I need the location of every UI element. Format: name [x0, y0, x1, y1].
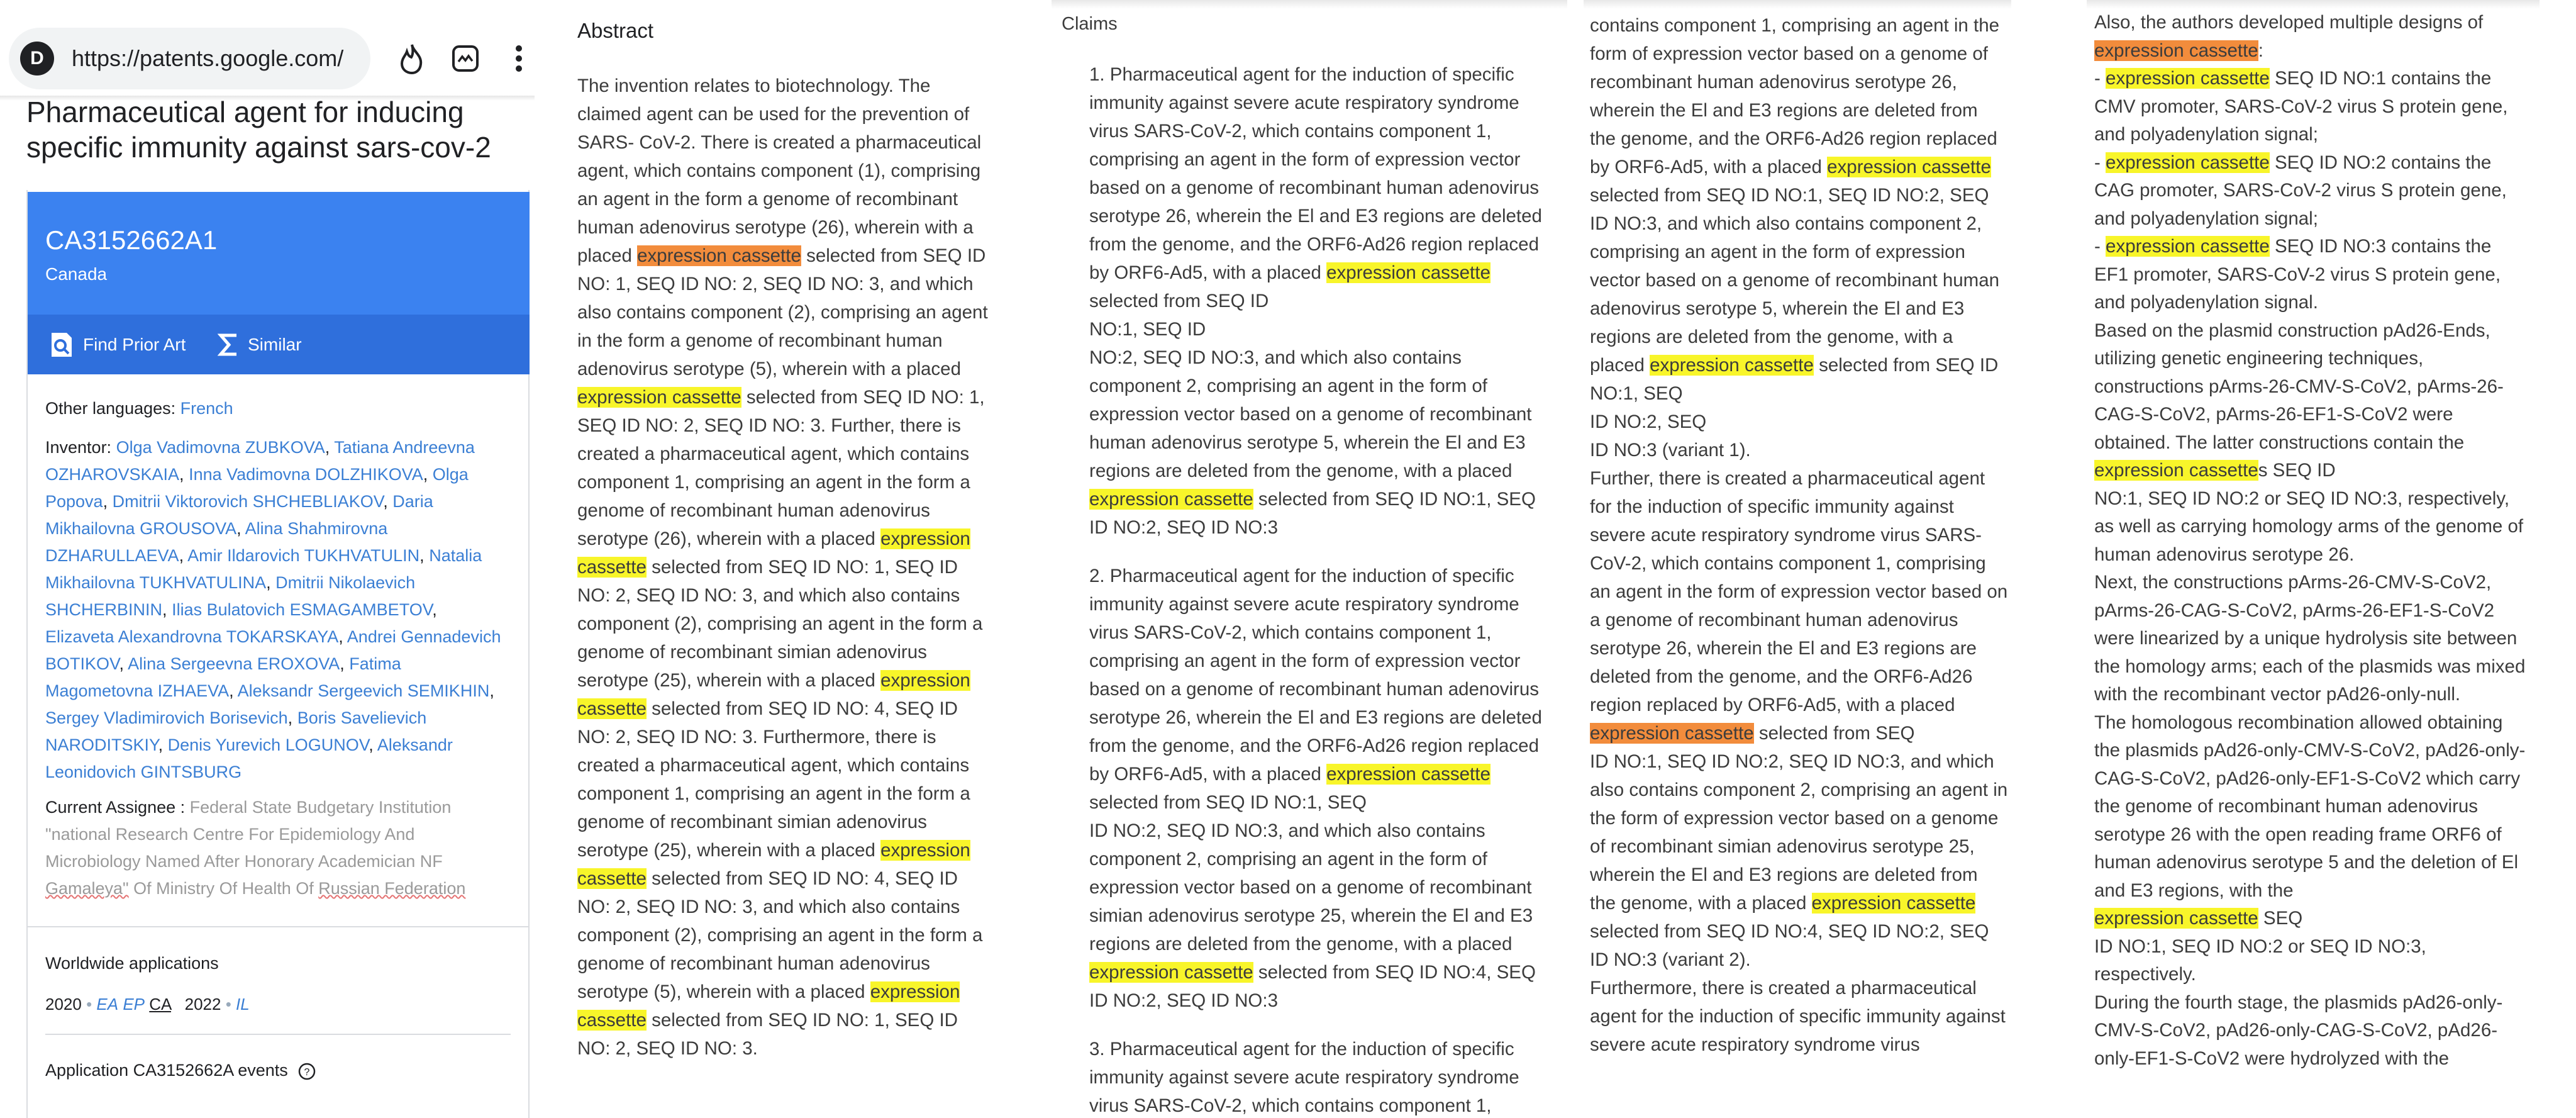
assignee-country: Russian Federation [318, 879, 465, 898]
abstract-heading: Abstract [577, 19, 653, 43]
highlight-match: expression cassette [1089, 489, 1253, 510]
claims-heading: Claims [1062, 14, 1118, 35]
inventor-link[interactable]: Olga Vadimovna ZUBKOVA [116, 438, 325, 457]
french-link[interactable]: French [180, 399, 233, 418]
url-bar[interactable] [9, 28, 370, 89]
app-ea-link[interactable]: EA [96, 995, 118, 1014]
worldwide-label: Worldwide applications [45, 950, 504, 977]
help-icon [297, 1062, 316, 1081]
inventor-link[interactable]: Dmitrii Nikolaevich SHCHERBININ [45, 573, 415, 619]
other-languages-label: Other languages: [45, 399, 175, 418]
app-ca-link[interactable]: CA [149, 995, 171, 1014]
similar-button[interactable] [218, 327, 302, 362]
highlight-match: expression cassette [2106, 68, 2270, 89]
claim-2: 2. Pharmaceutical agent for the induction of specific immunity against severe acute respiratory syndrome virus SARS-CoV-2, which contains component 1, comprising an agent in the form of expression vector based on a genome of recombinant human adenovirus serotype 26, wherein the El and E3 regions are deleted from the genome, and the ORF6-Ad26 region replaced by ORF6-Ad5, with a placed expression cassette selected from SEQ ID NO:1, SEQ ID NO:2, SEQ ID NO:3, and which also contains component 2, comprising an agent in the form of expression vector based on a genome of recombinant simian adenovirus serotype 25, wherein the El and E3 regions are deleted from the genome, with a placed expression cassette selected from SEQ ID NO:4, SEQ ID NO:2, SEQ ID NO:3 [1089, 562, 1555, 1015]
highlight-match: expression cassette [577, 840, 970, 889]
description-column-1 [1584, 0, 2011, 1118]
assignee-section [45, 794, 504, 902]
abstract-segment: selected from SEQ ID NO: 1, SEQ ID NO: 2, SEQ ID NO: 3. Further, there is created a pharmaceutical agent, which contains component 1, comprising an agent in the form a genome of recombinant human adenovirus serotype (26), wherein with a placed [577, 387, 985, 549]
app-il-link[interactable]: IL [236, 995, 250, 1014]
inventor-link[interactable]: Aleksandr Sergeevich SEMIKHIN [238, 681, 490, 700]
year-2022: 2022 [185, 995, 221, 1014]
more-options-icon[interactable] [497, 36, 535, 81]
claim-3: 3. Pharmaceutical agent for the induction of specific immunity against severe acute respiratory syndrome virus SARS-CoV-2, which contains component 1, [1089, 1035, 1555, 1118]
inventor-link[interactable]: Natalia Mikhailovna TUKHVATULINA [45, 546, 482, 592]
inventor-link[interactable]: Tatiana Andreevna OZHAROVSKAIA [45, 438, 475, 484]
claims-text [1089, 60, 1555, 1118]
country-label: Canada [45, 264, 107, 284]
inventor-link[interactable]: Boris Savelievich NARODITSKIY [45, 708, 426, 754]
highlight-match: expression cassette [577, 670, 970, 719]
abstract-text [577, 72, 992, 1063]
inventor-link[interactable]: Alina Shahmirovna DZHARULLAEVA [45, 519, 387, 565]
inventor-link[interactable]: Ilias Bulatovich ESMAGAMBETOV [172, 600, 432, 619]
highlight-match: expression cassette [2106, 152, 2270, 173]
column-top-shadow [2087, 0, 2540, 9]
other-languages [45, 395, 504, 422]
highlight-match: expression cassette [2094, 460, 2258, 481]
inventor-link[interactable]: Fatima Magometovna IZHAEVA [45, 654, 401, 700]
site-favicon: D [20, 42, 54, 75]
page-title: Pharmaceutical agent for inducing specific immunity against sars-cov-2 [26, 94, 517, 165]
inventor-link[interactable]: Inna Vadimovna DOLZHIKOVA [189, 465, 423, 484]
flame-icon[interactable] [390, 36, 434, 81]
inventor-link[interactable]: Amir Ildarovich TUKHVATULIN [187, 546, 419, 565]
claims-column [1052, 0, 1567, 1118]
inventor-link[interactable]: Olga Popova [45, 465, 469, 511]
highlight-match: expression cassette [577, 528, 970, 578]
highlight-match: expression cassette [1812, 893, 1976, 914]
assignee-name: Federal State Budgetary Institution "national Research Centre For Epidemiology And Microbiology Named After Honorary Academician NF [45, 798, 451, 871]
inventor-link[interactable]: Aleksandr Leonidovich GINTSBURG [45, 735, 453, 781]
events-label: Application CA3152662A events [45, 1061, 288, 1080]
inventors-section: Inventor: Olga Vadimovna ZUBKOVA, Tatiana Andreevna OZHAROVSKAIA, Inna Vadimovna DOLZHIKOVA, Olga Popova, Dmitrii Viktorovich SHCHEBLIAKOV, Daria Mikhailovna GROUSOVA, Alina Shahmirovna DZHARULLAEVA, Amir Ildarovich TUKHVATULIN, Natalia Mikhailovna TUKHVATULINA, Dmitrii Nikolaevich SHCHERBININ, Ilias Bulatovich ESMAGAMBETOV, Elizaveta Alexandrovna TOKARSKAYA, Andrei Gennadevich BOTIKOV, Alina Sergeevna EROXOVA, Fatima Magometovna IZHAEVA, Aleksandr Sergeevich SEMIKHIN, Sergey Vladimirovich Borisevich, Boris Savelievich NARODITSKIY, Denis Yurevich LOGUNOV, Aleksandr Leonidovich GINTSBURG [45, 434, 504, 786]
abstract-segment: selected from SEQ ID NO: 4, SEQ ID NO: 2, SEQ ID NO: 3, and which also contains component (2), comprising an agent in the form a genome of recombinant human adenovirus serotype (5), wherein with a placed [577, 868, 982, 1002]
highlight-match: expression cassette [577, 981, 960, 1031]
inventor-link[interactable]: Sergey Vladimirovich Borisevich [45, 708, 288, 727]
highlight-match-active: expression cassette [2094, 40, 2258, 61]
claim-1: 1. Pharmaceutical agent for the induction of specific immunity against severe acute respiratory syndrome virus SARS-CoV-2, which contains component 1, comprising an agent in the form of expression vector based on a genome of recombinant human adenovirus serotype 26, wherein the El and E3 regions are deleted from the genome, and the ORF6-Ad26 region replaced by ORF6-Ad5, with a placed expression cassette selected from SEQ ID NO:1, SEQ ID NO:2, SEQ ID NO:3, and which also contains component 2, comprising an agent in the form of expression vector based on a genome of recombinant human adenovirus serotype 5, wherein the El and E3 regions are deleted from the genome, with a placed expression cassette selected from SEQ ID NO:1, SEQ ID NO:2, SEQ ID NO:3 [1089, 60, 1555, 542]
highlight-match: expression cassette [1827, 157, 1991, 177]
abstract-segment: selected from SEQ ID NO: 1, SEQ ID NO: 2, SEQ ID NO: 3, and which also contains component (2), comprising an agent in the form a genome of recombinant simian adenovirus serotype (25), wherein with a placed [577, 557, 982, 691]
url-text[interactable]: https://patents.google.com/ [72, 45, 343, 72]
description-text-2: Also, the authors developed multiple designs of expression cassette: - expression cassette SEQ ID NO:1 contains the CMV promoter, SARS-CoV-2 virus S protein gene, and polyadenylation signal; - expression cassette SEQ ID NO:2 contains the CAG promoter, SARS-CoV-2 virus S protein gene, and polyadenylation signal; - expression cassette SEQ ID NO:3 contains the EF1 promoter, SARS-CoV-2 virus S protein gene, and polyadenylation signal. Based on the plasmid construction pAd26-Ends, utilizing genetic engineering techniques, constructions pArms-26-CMV-S-CoV2, pArms-26-CAG-S-CoV2, pArms-26-EF1-S-CoV2 were obtained. The latter constructions contain the expression cassettes SEQ ID NO:1, SEQ ID NO:2 or SEQ ID NO:3, respectively, as well as carrying homology arms of the genome of human adenovirus serotype 26. Next, the constructions pArms-26-CMV-S-CoV2, pArms-26-CAG-S-CoV2, pArms-26-EF1-S-CoV2 were linearized by a unique hydrolysis site between the homology arms; each of the plasmids was mixed with the recombinant vector pAd26-only-null. The homologous recombination allowed obtaining the plasmids pAd26-only-CMV-S-CoV2, pAd26-only-CAG-S-CoV2, pAd26-only-EF1-S-CoV2 which carry the genome of recombinant human adenovirus serotype 26 with the open reading frame ORF6 of human adenovirus serotype 5 and the deletion of El and E3 regions, with the expression cassette SEQ ID NO:1, SEQ ID NO:2 or SEQ ID NO:3, respectively. During the fourth stage, the plasmids pAd26-only-CMV-S-CoV2, pAd26-only-CAG-S-CoV2, pAd26-only-EF1-S-CoV2 were hydrolyzed with the [2094, 9, 2528, 1073]
highlight-match: expression cassette [1326, 262, 1491, 283]
abstract-column [574, 0, 1001, 1118]
worldwide-applications: 2020 • EA EP CA 2022 • IL [45, 991, 504, 1018]
inventor-link[interactable]: Dmitrii Viktorovich SHCHEBLIAKOV [113, 492, 384, 511]
screenshot-tool-icon[interactable] [443, 36, 487, 81]
inventor-link[interactable]: Andrei Gennadevich BOTIKOV [45, 627, 501, 673]
inventor-link[interactable]: Alina Sergeevna EROXOVA [128, 654, 340, 673]
year-2020: 2020 [45, 995, 82, 1014]
highlight-match: expression cassette [2106, 236, 2270, 257]
abstract-segment: selected from SEQ ID NO: 1, SEQ ID NO: 2, SEQ ID NO: 3, and which also contains component (2), comprising an agent in the form a genome of recombinant human adenovirus serotype (5), wherein with a placed [577, 245, 988, 379]
highlight-match-active: expression cassette [1590, 723, 1754, 744]
patent-sidebar [0, 0, 535, 1118]
application-events[interactable] [45, 1057, 504, 1084]
publication-number: CA3152662A1 [45, 225, 217, 255]
highlight-match-active: expression cassette [637, 245, 801, 266]
column-top-shadow [1052, 0, 1567, 9]
description-text-1: contains component 1, comprising an agent in the form of expression vector based on a genome of recombinant human adenovirus serotype 26, wherein the El and E3 regions are deleted from the genome, and the ORF6-Ad26 region replaced by ORF6-Ad5, with a placed expression cassette selected from SEQ ID NO:1, SEQ ID NO:2, SEQ ID NO:3, and which also contains component 2, comprising an agent in the form of expression vector based on a genome of recombinant human adenovirus serotype 5, wherein the El and E3 regions are deleted from the genome, with a placed expression cassette selected from SEQ ID NO:1, SEQ ID NO:2, SEQ ID NO:3 (variant 1). Further, there is created a pharmaceutical agent for the induction of specific immunity against severe acute respiratory syndrome virus SARS-CoV-2, which contains component 1, comprising an agent in the form of expression vector based on a genome of recombinant human adenovirus serotype 26, wherein the El and E3 regions are deleted from the genome, and the ORF6-Ad26 region replaced by ORF6-Ad5, with a placed expression cassette selected from SEQ ID NO:1, SEQ ID NO:2, SEQ ID NO:3, and which also contains component 2, comprising an agent in the form of expression vector based on a genome of recombinant simian adenovirus serotype 25, wherein the El and E3 regions are deleted from the genome, with a placed expression cassette selected from SEQ ID NO:4, SEQ ID NO:2, SEQ ID NO:3 (variant 2). Furthermore, there is created a pharmaceutical agent for the induction of specific immunity against severe acute respiratory syndrome virus [1590, 11, 2008, 1059]
divider [45, 1034, 511, 1035]
assignee-label: Current Assignee : [45, 798, 185, 817]
highlight-match: expression cassette [1326, 764, 1491, 785]
highlight-match: expression cassette [2094, 908, 2258, 929]
divider [28, 926, 530, 927]
column-top-shadow [1584, 0, 2011, 9]
inventor-link[interactable]: Denis Yurevich LOGUNOV [168, 735, 369, 754]
highlight-match: expression cassette [577, 387, 741, 408]
assignee-name-part: Of Ministry Of Health Of [133, 879, 314, 898]
svg-text:?: ? [304, 1067, 310, 1078]
sigma-icon [218, 332, 239, 357]
inventor-link[interactable]: Elizaveta Alexandrovna TOKARSKAYA [45, 627, 338, 646]
search-doc-icon [49, 330, 74, 359]
inventor-label: Inventor: [45, 438, 111, 457]
abstract-segment: The invention relates to biotechnology. The claimed agent can be used for the prevention of SARS- CoV-2. There is created a pharmaceutical agent, which contains component (1), comprising an agent in the form a genome of recombinant human adenovirus serotype (26), wherein with a placed [577, 75, 981, 266]
assignee-name-part: Gamaleya" [45, 879, 129, 898]
highlight-match: expression cassette [1089, 962, 1253, 983]
find-prior-art-label: Find Prior Art [83, 335, 186, 355]
description-column-2 [2087, 0, 2540, 1118]
inventor-link[interactable]: Daria Mikhailovna GROUSOVA [45, 492, 433, 538]
abstract-segment: selected from SEQ ID NO: 1, SEQ ID NO: 2, SEQ ID NO: 3. [577, 1010, 958, 1059]
similar-label: Similar [248, 335, 302, 355]
highlight-match: expression cassette [1650, 355, 1814, 376]
app-ep-link[interactable]: EP [123, 995, 145, 1014]
abstract-segment: selected from SEQ ID NO: 4, SEQ ID NO: 2, SEQ ID NO: 3. Furthermore, there is created a pharmaceutical agent, which contains component 1, comprising an agent in the form a genome of recombinant simian adenovirus serotype (25), wherein with a placed [577, 698, 970, 861]
find-prior-art-button[interactable] [49, 327, 186, 362]
